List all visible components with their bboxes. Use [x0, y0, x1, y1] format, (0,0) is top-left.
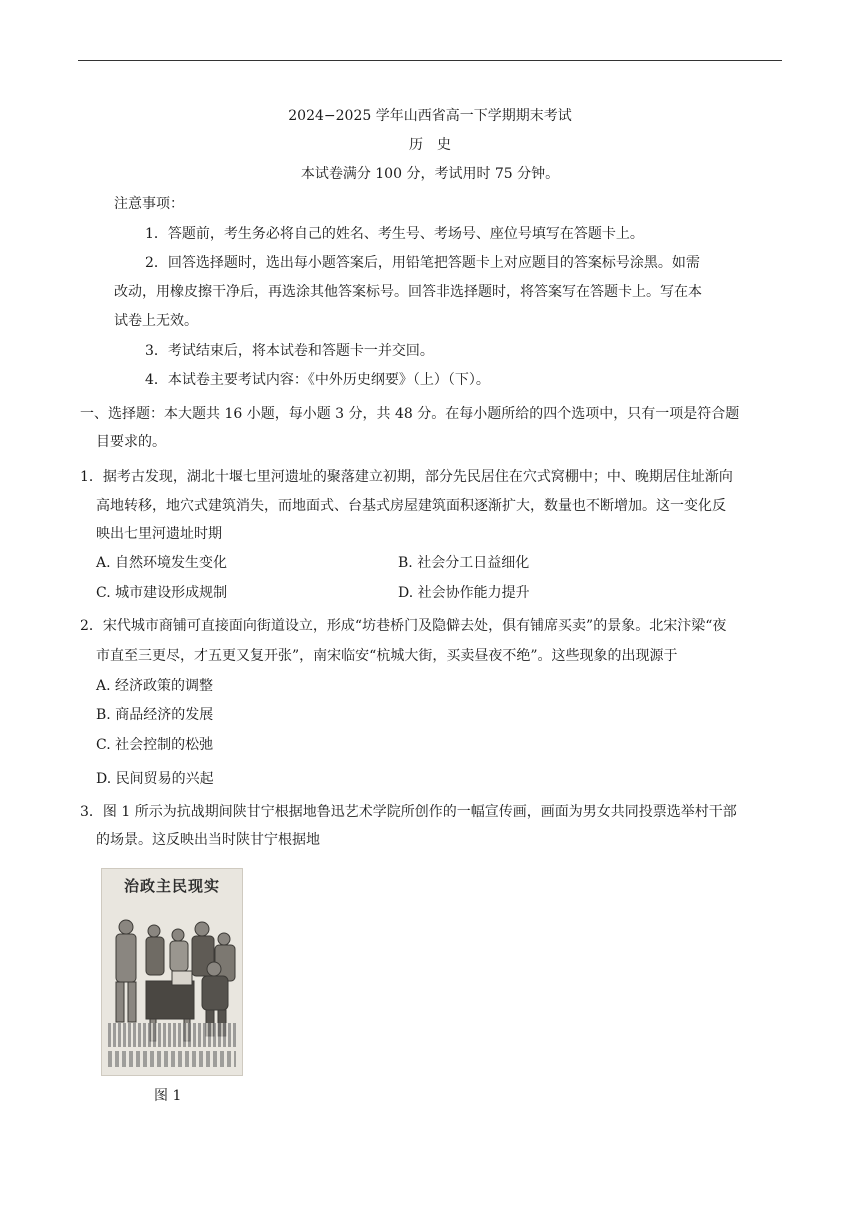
- note-2-line1: 2．回答选择题时，选出每小题答案后，用铅笔把答题卡上对应题目的答案标号涂黑。如需: [145, 255, 700, 271]
- q1-option-d: D. 社会协作能力提升: [398, 585, 530, 601]
- q1-option-a: A. 自然环境发生变化: [96, 555, 228, 571]
- q1-stem-line3: 映出七里河遗址时期: [96, 526, 222, 542]
- section-heading: 一、选择题：本大题共 16 小题，每小题 3 分，共 48 分。在每小题所给的四个选项中，只有一项是符合题: [80, 406, 740, 422]
- exam-info: 本试卷满分 100 分，考试用时 75 分钟。: [300, 166, 560, 182]
- notes-heading: 注意事项：: [114, 196, 184, 212]
- note-2-line2: 改动，用橡皮擦干净后，再选涂其他答案标号。回答非选择题时，将答案写在答题卡上。写在本: [114, 284, 702, 300]
- note-3: 3．考试结束后，将本试卷和答题卡一并交回。: [145, 343, 434, 359]
- q2-option-a: A. 经济政策的调整: [96, 678, 214, 694]
- q1-stem-line2: 高地转移，地穴式建筑消失，而地面式、台基式房屋建筑面积逐渐扩大，数量也不断增加。这一变化反: [96, 498, 726, 514]
- figure-caption: 图 1: [154, 1088, 182, 1104]
- poster-title: 治政主民现实: [123, 877, 220, 895]
- q3-stem-line2: 的场景。这反映出当时陕甘宁根据地: [96, 832, 320, 848]
- q2-stem-line1: 2．宋代城市商铺可直接面向街道设立，形成“坊巷桥门及隐僻去处，俱有铺席买卖”的景象。北宋汴梁“夜: [80, 618, 727, 634]
- note-4: 4．本试卷主要考试内容：《中外历史纲要》（上）（下）。: [145, 372, 490, 388]
- poster-footer-text: [108, 1051, 236, 1067]
- q3-stem-line1: 3．图 1 所示为抗战期间陕甘宁根据地鲁迅艺术学院所创作的一幅宣传画，画面为男女共同投票选举村干部: [80, 804, 737, 820]
- note-1: 1．答题前，考生务必将自己的姓名、考生号、考场号、座位号填写在答题卡上。: [145, 226, 644, 242]
- poster-footer-pattern: [108, 1023, 236, 1047]
- q1-option-c: C. 城市建设形成规制: [96, 585, 228, 601]
- q2-option-c: C. 社会控制的松弛: [96, 737, 214, 753]
- exam-title: 2024−2025 学年山西省高一下学期期末考试: [288, 108, 572, 124]
- propaganda-poster-image: [101, 868, 243, 1076]
- subject-title: 历 史: [409, 137, 451, 153]
- q1-option-b: B. 社会分工日益细化: [398, 555, 530, 571]
- q1-stem-line1: 1．据考古发现，湖北十堰七里河遗址的聚落建立初期，部分先民居住在穴式窝棚中；中、晚期居住址渐向: [80, 469, 733, 485]
- section-heading-line2: 目要求的。: [96, 434, 166, 450]
- note-2-line3: 试卷上无效。: [114, 313, 198, 329]
- q2-option-b: B. 商品经济的发展: [96, 707, 214, 723]
- q2-stem-line2: 市直至三更尽，才五更又复开张”，南宋临安“杭城大街，买卖昼夜不绝”。这些现象的出现源于: [96, 648, 678, 664]
- header-rule: [78, 60, 782, 61]
- q2-option-d: D. 民间贸易的兴起: [96, 771, 214, 787]
